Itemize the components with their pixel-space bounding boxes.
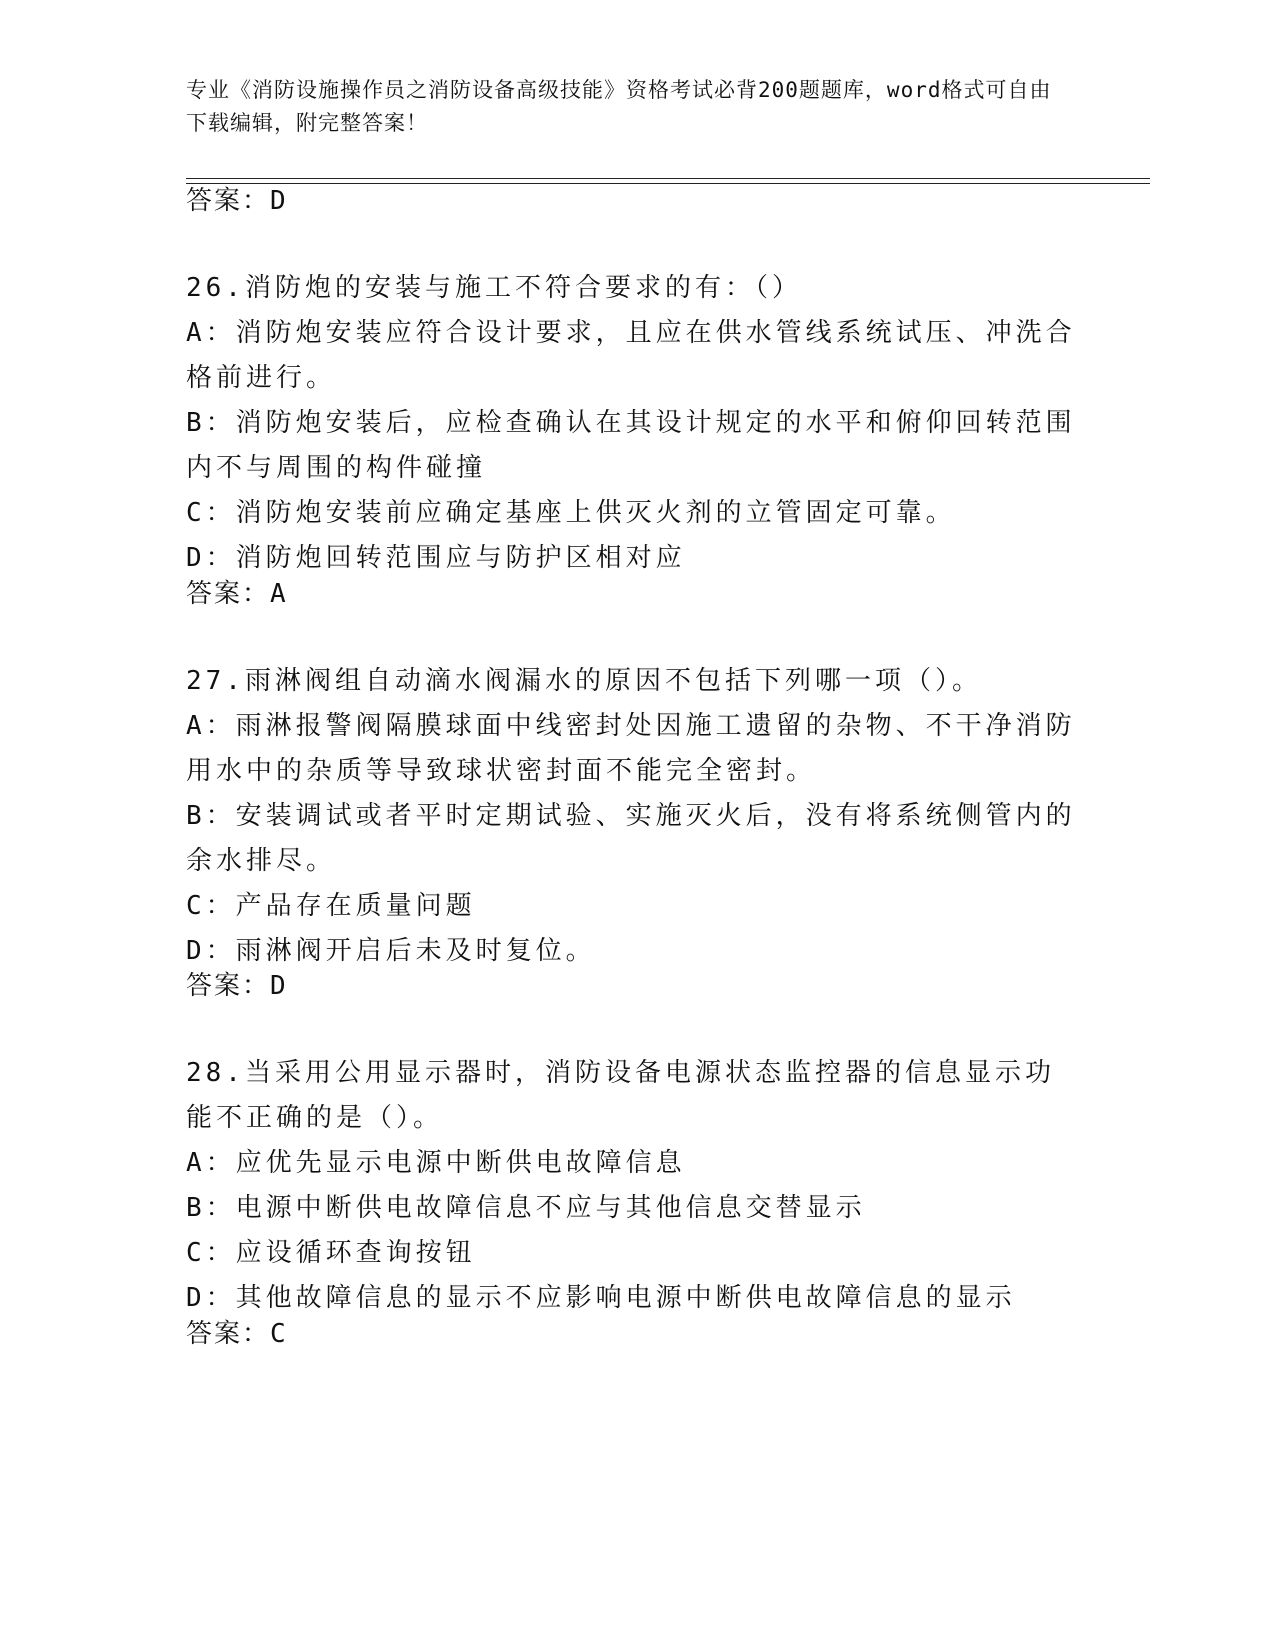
header-divider-bottom [186, 183, 1150, 184]
question-26 [186, 266, 1076, 581]
question-stem: 27.雨淋阀组自动滴水阀漏水的原因不包括下列哪一项（）。 [186, 666, 982, 696]
header-divider-top [186, 178, 1150, 179]
option-a: A：应优先显示电源中断供电故障信息 [186, 1148, 686, 1178]
option-d: D：雨淋阀开启后未及时复位。 [186, 936, 596, 966]
previous-answer [186, 179, 288, 223]
option-b: B：电源中断供电故障信息不应与其他信息交替显示 [186, 1193, 866, 1223]
option-a: A：雨淋报警阀隔膜球面中线密封处因施工遗留的杂物、不干净消防用水中的杂质等导致球状密封面不能完全密封。 [186, 711, 1076, 786]
option-c: C：应设循环查询按钮 [186, 1238, 476, 1268]
option-d: D：其他故障信息的显示不应影响电源中断供电故障信息的显示 [186, 1283, 1016, 1313]
answer-label: 答案： [186, 971, 271, 1001]
answer-value: A [270, 579, 288, 609]
option-b: B：消防炮安装后，应检查确认在其设计规定的水平和俯仰回转范围内不与周围的构件碰撞 [186, 408, 1076, 483]
answer-value: C [270, 1319, 288, 1349]
question-stem: 28.当采用公用显示器时，消防设备电源状态监控器的信息显示功能不正确的是（）。 [186, 1058, 1055, 1133]
option-a: A：消防炮安装应符合设计要求，且应在供水管线系统试压、冲洗合格前进行。 [186, 318, 1076, 393]
answer-value: D [270, 971, 288, 1001]
question-27 [186, 659, 1076, 974]
answer-26 [186, 572, 288, 616]
question-28 [186, 1051, 1076, 1321]
answer-label: 答案： [186, 1319, 271, 1349]
answer-28 [186, 1312, 288, 1356]
document-header: 专业《消防设施操作员之消防设备高级技能》资格考试必背200题题库，word格式可自由下载编辑，附完整答案！ [186, 78, 1052, 135]
option-b: B：安装调试或者平时定期试验、实施灭火后，没有将系统侧管内的余水排尽。 [186, 801, 1076, 876]
option-c: C：产品存在质量问题 [186, 891, 476, 921]
answer-label: 答案： [186, 186, 271, 216]
option-c: C：消防炮安装前应确定基座上供灭火剂的立管固定可靠。 [186, 498, 956, 528]
answer-label: 答案： [186, 579, 271, 609]
answer-27 [186, 964, 288, 1008]
question-stem: 26.消防炮的安装与施工不符合要求的有：（） [186, 273, 802, 303]
option-d: D：消防炮回转范围应与防护区相对应 [186, 543, 686, 573]
answer-value: D [270, 186, 288, 216]
